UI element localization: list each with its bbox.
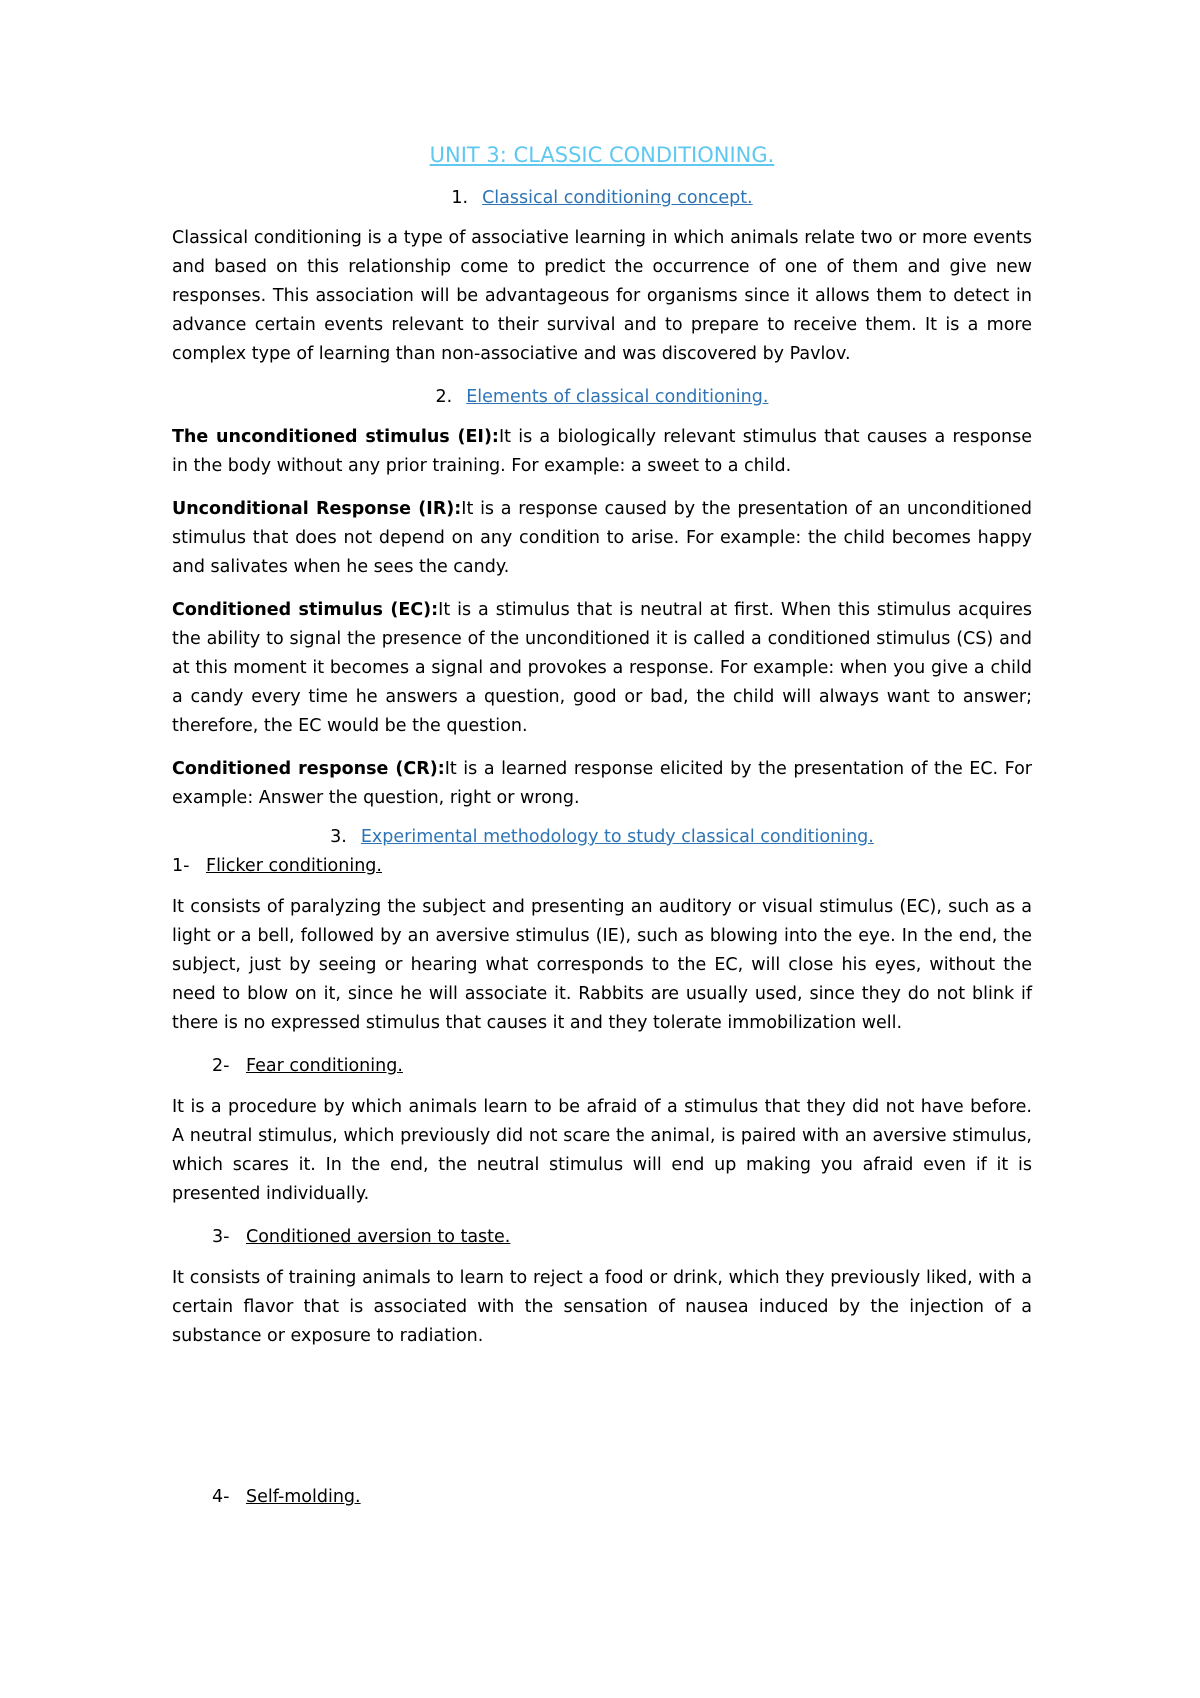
section-title-link[interactable]: Experimental methodology to study classical conditioning.: [360, 827, 874, 847]
method-number: 1-: [172, 856, 190, 876]
element-term: Unconditional Response (IR):: [172, 499, 462, 519]
element-text: It is a stimulus that is neutral at first. When this stimulus acquires the ability to signal the presence of the unconditioned it is called a conditioned stimulus (CS) and at this moment it becomes a signal and provokes a response. For example: when you give a child a candy every time he answers a question, good or bad, the child will always want to answer; therefore, the EC would be the question.: [172, 600, 1032, 736]
method-paragraph: It is a procedure by which animals learn to be afraid of a stimulus that they did not have before. A neutral stimulus, which previously did not scare the animal, is paired with an aversive stimulus, which scares it. In the end, the neutral stimulus will end up making you afraid even if it is presented individually.: [172, 1097, 1032, 1204]
method-heading-2: [212, 1052, 1032, 1081]
section-title-link[interactable]: Elements of classical conditioning.: [466, 387, 769, 407]
section-heading-1: [172, 184, 1032, 213]
element-definition: [172, 755, 1032, 813]
section-number: 1.: [451, 188, 469, 208]
method-heading-1: [172, 852, 1032, 881]
element-text: It is a response caused by the presentation of an unconditioned stimulus that does not depend on any condition to arise. For example: the child becomes happy and salivates when he sees the candy.: [172, 499, 1033, 577]
element-term: The unconditioned stimulus (EI):: [172, 427, 499, 447]
section-heading-3: [172, 823, 1032, 852]
method-paragraph: It consists of paralyzing the subject and presenting an auditory or visual stimulus (EC), such as a light or a bell, followed by an aversive stimulus (IE), such as blowing into the eye. In the end, the subject, just by seeing or hearing what corresponds to the EC, will close his eyes, without the need to blow on it, since he will associate it. Rabbits are usually used, since they do not blink if there is no expressed stimulus that causes it and they tolerate immobilization well.: [172, 897, 1032, 1033]
method-title: Fear conditioning.: [246, 1056, 403, 1076]
concept-paragraph: Classical conditioning is a type of associative learning in which animals relate two or more events and based on this relationship come to predict the occurrence of one of them and give new responses. This association will be advantageous for organisms since it allows them to detect in advance certain events relevant to their survival and to prepare to receive them. It is a more complex type of learning than non-associative and was discovered by Pavlov.: [172, 228, 1032, 364]
method-title: Conditioned aversion to taste.: [246, 1227, 511, 1247]
section-number: 2.: [435, 387, 453, 407]
blank-space: [172, 1365, 1032, 1483]
method-title: Flicker conditioning.: [206, 856, 382, 876]
element-definition: [172, 495, 1032, 582]
section-number: 3.: [330, 827, 347, 847]
method-number: 2-: [212, 1056, 230, 1076]
document-page: [172, 140, 1032, 1524]
document-title-text: UNIT 3: CLASSIC CONDITIONING.: [429, 143, 775, 167]
method-title: Self-molding.: [246, 1487, 361, 1507]
element-text: It is a biologically relevant stimulus that causes a response in the body without any prior training. For example: a sweet to a child.: [172, 427, 1032, 476]
document-title: [172, 140, 1032, 170]
method-heading-3: [212, 1223, 1032, 1252]
method-number: 3-: [212, 1227, 230, 1247]
element-text: It is a learned response elicited by the presentation of the EC. For example: Answer the question, right or wrong.: [172, 759, 1032, 808]
element-definition: [172, 596, 1032, 741]
section-heading-2: [172, 383, 1032, 412]
element-term: Conditioned response (CR):: [172, 759, 445, 779]
section-title-link[interactable]: Classical conditioning concept.: [482, 188, 753, 208]
method-heading-4: [212, 1483, 1032, 1512]
element-definition: [172, 423, 1032, 481]
element-term: Conditioned stimulus (EC):: [172, 600, 439, 620]
method-paragraph: It consists of training animals to learn to reject a food or drink, which they previously liked, with a certain flavor that is associated with the sensation of nausea induced by the injection of a substance or exposure to radiation.: [172, 1268, 1032, 1346]
method-number: 4-: [212, 1487, 230, 1507]
